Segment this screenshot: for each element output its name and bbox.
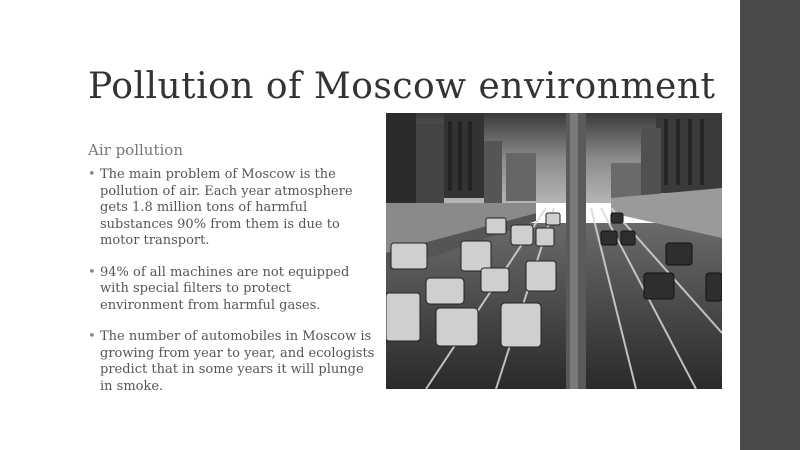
bullet-item [88, 329, 378, 395]
bullet-icon: • [88, 329, 96, 344]
bullet-text: The number of automobiles in Moscow is growing from year to year, and ecologists predict that in some years it will plunge in smoke. [100, 329, 375, 394]
bullet-text: 94% of all machines are not equipped with special filters to protect environment from harmful gases. [100, 264, 350, 313]
traffic-photo-graphic [386, 113, 722, 389]
slide-title: Pollution of Moscow environment [88, 66, 716, 107]
bullet-text: The main problem of Moscow is the pollution of air. Each year atmosphere gets 1.8 million tons of harmful substances 90% from them is due to motor transport. [100, 167, 353, 248]
bullet-icon: • [88, 264, 96, 280]
bullet-item [88, 167, 378, 250]
bullet-item [88, 265, 378, 315]
bullet-icon: • [88, 167, 96, 182]
slide-subtitle: Air pollution [88, 141, 183, 159]
bullet-list [88, 167, 378, 410]
side-accent-bar [740, 0, 800, 450]
traffic-photo [386, 113, 722, 389]
